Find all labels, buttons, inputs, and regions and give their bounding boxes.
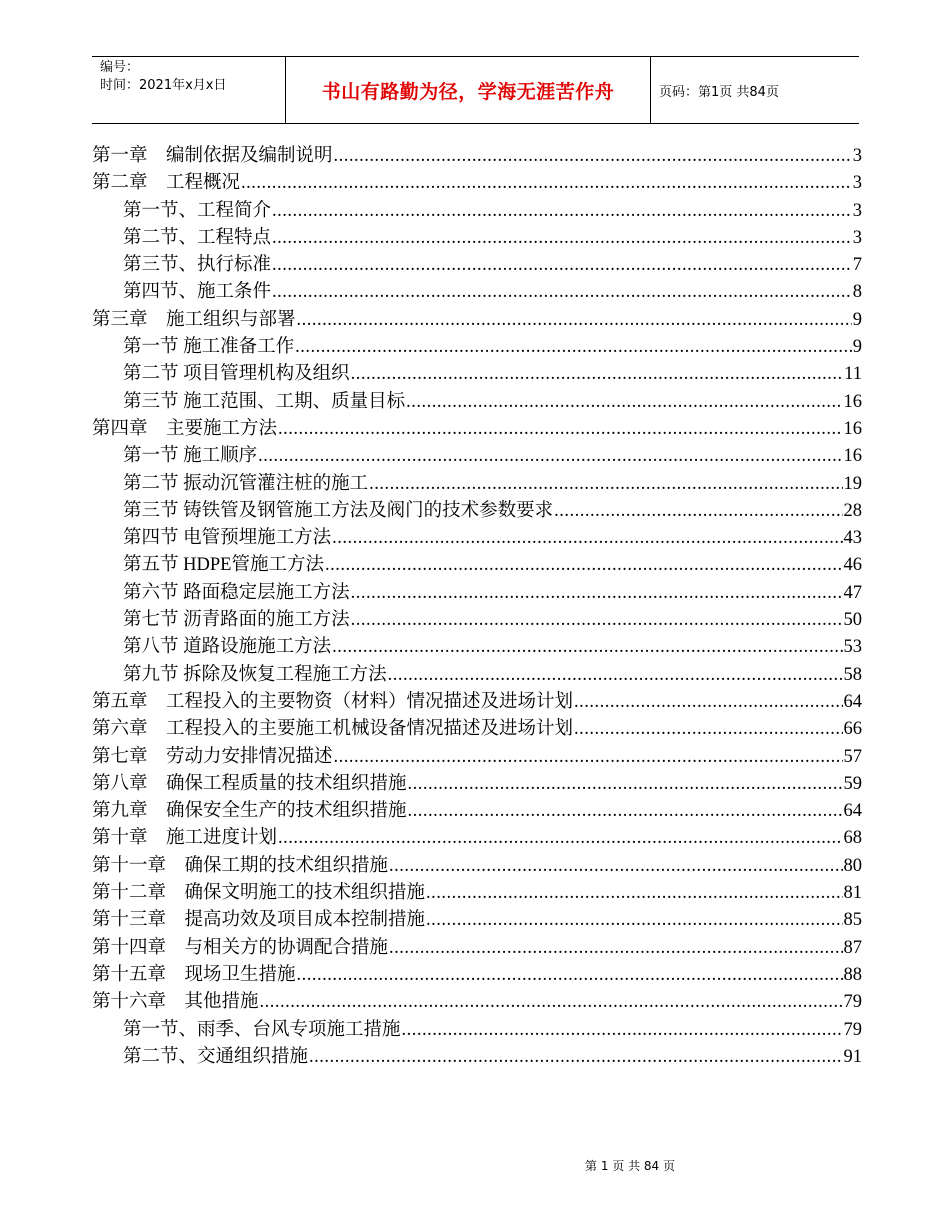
toc-leader-dots	[332, 525, 842, 552]
page-header	[92, 56, 859, 124]
toc-entry-title: 电管预埋施工方法	[183, 528, 332, 549]
toc-entry-title: HDPE管施工方法	[183, 555, 324, 576]
toc-entry-page: 47	[843, 582, 862, 603]
toc-entry-number: 第十二章	[92, 883, 167, 904]
toc-leader-dots	[351, 580, 843, 607]
toc-entry-page: 9	[852, 309, 862, 330]
toc-entry-title: 项目管理机构及组织	[183, 364, 350, 385]
toc-entry-title: 工程特点	[197, 227, 272, 248]
toc-entry[interactable]	[92, 389, 862, 416]
toc-entry[interactable]	[92, 143, 862, 170]
toc-entry-title: 施工准备工作	[183, 337, 295, 358]
toc-entry[interactable]	[92, 225, 862, 252]
toc-entry-title: 劳动力安排情况描述	[166, 746, 333, 767]
toc-entry-number: 第二节、	[123, 1046, 198, 1067]
toc-entry-title: 施工范围、工期、质量目标	[183, 391, 406, 412]
toc-entry-page: 43	[843, 528, 862, 549]
toc-leader-dots	[408, 771, 843, 798]
toc-entry[interactable]	[92, 1017, 862, 1044]
toc-entry-number: 第五节	[123, 555, 179, 576]
toc-entry-title: 其他措施	[184, 992, 259, 1013]
toc-entry-title: 施工进度计划	[166, 828, 278, 849]
toc-entry[interactable]	[92, 307, 862, 334]
toc-entry-page: 16	[843, 446, 862, 467]
toc-entry[interactable]	[92, 935, 862, 962]
toc-leader-dots	[297, 962, 843, 989]
page-footer: 第 1 页 共 84 页	[585, 1159, 675, 1173]
toc-entry[interactable]	[92, 853, 862, 880]
toc-entry-number: 第三节	[123, 500, 179, 521]
toc-entry-title: 现场卫生措施	[184, 964, 296, 985]
toc-entry-title: 工程简介	[197, 200, 272, 221]
toc-entry[interactable]	[92, 744, 862, 771]
toc-entry-title: 沥青路面的施工方法	[183, 610, 350, 631]
toc-entry-title: 编制依据及编制说明	[166, 146, 333, 166]
toc-entry[interactable]	[92, 279, 862, 306]
toc-leader-dots	[351, 361, 844, 388]
toc-entry-number: 第二节、	[123, 227, 198, 248]
toc-entry-number: 第七节	[123, 610, 179, 631]
toc-entry-title: 路面稳定层施工方法	[183, 582, 350, 603]
toc-entry-title: 确保工期的技术组织措施	[184, 855, 389, 876]
toc-entry[interactable]	[92, 907, 862, 934]
toc-entry-number: 第一节、	[123, 1019, 198, 1040]
toc-entry[interactable]	[92, 170, 862, 197]
toc-entry-number: 第三章	[92, 309, 148, 330]
toc-entry-page: 19	[843, 473, 862, 494]
toc-entry-title: 工程概况	[166, 173, 241, 194]
toc-entry-page: 28	[843, 500, 862, 521]
toc-entry-page: 57	[843, 746, 862, 767]
toc-leader-dots	[334, 143, 852, 170]
serial-number-label: 编号：	[100, 60, 140, 75]
toc-entry-page: 59	[843, 773, 862, 794]
toc-entry[interactable]	[92, 416, 862, 443]
table-of-contents	[92, 143, 862, 1071]
toc-entry[interactable]	[92, 716, 862, 743]
toc-entry[interactable]	[92, 607, 862, 634]
toc-leader-dots	[272, 252, 852, 279]
toc-leader-dots	[574, 689, 842, 716]
toc-entry[interactable]	[92, 334, 862, 361]
toc-entry-number: 第四节、	[123, 282, 198, 303]
toc-leader-dots	[272, 225, 852, 252]
toc-entry-number: 第十三章	[92, 910, 167, 931]
toc-leader-dots	[389, 935, 842, 962]
toc-entry[interactable]	[92, 471, 862, 498]
toc-entry-number: 第三节、	[123, 255, 198, 276]
toc-leader-dots	[402, 1017, 843, 1044]
toc-leader-dots	[351, 607, 843, 634]
toc-entry-title: 拆除及恢复工程施工方法	[183, 664, 387, 685]
toc-entry-number: 第一节	[123, 337, 179, 358]
toc-entry-number: 第二章	[92, 173, 148, 194]
toc-leader-dots	[278, 416, 842, 443]
toc-leader-dots	[272, 279, 852, 306]
toc-entry-number: 第四章	[92, 418, 148, 439]
toc-entry-title: 确保安全生产的技术组织措施	[166, 801, 407, 822]
toc-entry-number: 第二节	[123, 473, 179, 494]
toc-entry-page: 81	[843, 883, 862, 904]
toc-entry[interactable]	[92, 361, 862, 388]
toc-leader-dots	[297, 307, 852, 334]
toc-entry-title: 雨季、台风专项施工措施	[197, 1019, 401, 1040]
toc-entry-page: 53	[843, 637, 862, 658]
toc-entry[interactable]	[92, 198, 862, 225]
toc-leader-dots	[241, 170, 852, 197]
toc-entry[interactable]	[92, 443, 862, 470]
toc-entry-page: 9	[852, 337, 862, 358]
toc-entry-page: 50	[843, 610, 862, 631]
motto-text: 书山有路勤为径，学海无涯苦作舟	[321, 80, 615, 103]
toc-leader-dots	[574, 716, 842, 743]
toc-leader-dots	[325, 552, 843, 579]
toc-entry-page: 46	[843, 555, 862, 576]
toc-entry-title: 施工条件	[197, 282, 272, 303]
toc-entry-page: 3	[852, 200, 862, 221]
toc-entry-title: 工程投入的主要物资（材料）情况描述及进场计划	[166, 691, 574, 712]
toc-entry-page: 79	[843, 992, 862, 1013]
toc-leader-dots	[554, 498, 842, 525]
toc-leader-dots	[272, 198, 852, 225]
toc-entry-number: 第四节	[123, 528, 179, 549]
toc-entry-title: 铸铁管及钢管施工方法及阀门的技术参数要求	[183, 500, 554, 521]
toc-leader-dots	[406, 389, 842, 416]
toc-entry[interactable]	[92, 989, 862, 1016]
header-page-info: 页码：第1页 共84页	[659, 84, 779, 100]
toc-entry[interactable]	[92, 689, 862, 716]
toc-entry-number: 第十五章	[92, 964, 167, 985]
toc-entry-number: 第八节	[123, 637, 179, 658]
toc-entry-title: 主要施工方法	[166, 418, 278, 439]
toc-leader-dots	[369, 471, 842, 498]
toc-leader-dots	[389, 853, 842, 880]
toc-entry-title: 交通组织措施	[197, 1046, 309, 1067]
toc-leader-dots	[388, 662, 843, 689]
toc-entry-title: 提高功效及项目成本控制措施	[184, 910, 426, 931]
toc-entry[interactable]	[92, 498, 862, 525]
toc-entry-title: 施工顺序	[183, 446, 258, 467]
toc-entry[interactable]	[92, 962, 862, 989]
toc-leader-dots	[258, 443, 842, 470]
toc-leader-dots	[408, 798, 843, 825]
toc-entry-page: 68	[843, 828, 862, 849]
toc-entry-title: 确保文明施工的技术组织措施	[184, 883, 426, 904]
toc-entry[interactable]	[92, 771, 862, 798]
toc-entry-number: 第十六章	[92, 992, 167, 1013]
toc-leader-dots	[334, 744, 843, 771]
toc-entry[interactable]	[92, 525, 862, 552]
toc-entry[interactable]	[92, 552, 862, 579]
toc-entry-page: 16	[843, 391, 862, 412]
date-label: 时间：2021年x月x日	[100, 78, 227, 93]
toc-entry-number: 第七章	[92, 746, 148, 767]
toc-entry-number: 第六章	[92, 719, 148, 740]
toc-entry-title: 施工组织与部署	[166, 309, 296, 330]
toc-entry[interactable]	[92, 880, 862, 907]
toc-entry-page: 87	[843, 937, 862, 958]
toc-entry-page: 91	[843, 1046, 862, 1067]
toc-entry-number: 第八章	[92, 773, 148, 794]
toc-entry-number: 第三节	[123, 391, 179, 412]
toc-entry-number: 第五章	[92, 691, 148, 712]
toc-entry-number: 第九章	[92, 801, 148, 822]
toc-entry-page: 3	[852, 227, 862, 248]
toc-entry-page: 7	[852, 255, 862, 276]
toc-entry-page: 16	[843, 418, 862, 439]
toc-entry-title: 与相关方的协调配合措施	[184, 937, 389, 958]
toc-leader-dots	[278, 825, 842, 852]
toc-entry-page: 8	[852, 282, 862, 303]
toc-entry-number: 第一节	[123, 446, 179, 467]
toc-entry-page: 85	[843, 910, 862, 931]
toc-entry-number: 第九节	[123, 664, 179, 685]
toc-entry-page: 80	[843, 855, 862, 876]
toc-entry-page: 79	[843, 1019, 862, 1040]
toc-leader-dots	[309, 1044, 842, 1071]
toc-leader-dots	[426, 907, 842, 934]
toc-entry-title: 道路设施施工方法	[183, 637, 332, 658]
toc-entry-number: 第一章	[92, 146, 148, 166]
toc-entry-number: 第二节	[123, 364, 179, 385]
toc-entry-page: 3	[852, 146, 862, 166]
toc-entry-page: 58	[843, 664, 862, 685]
toc-entry[interactable]	[92, 580, 862, 607]
toc-entry[interactable]	[92, 825, 862, 852]
header-motto-cell	[285, 57, 651, 123]
toc-entry-page: 66	[843, 719, 862, 740]
toc-entry[interactable]	[92, 662, 862, 689]
toc-leader-dots	[295, 334, 852, 361]
toc-entry-number: 第十一章	[92, 855, 167, 876]
toc-entry-page: 88	[843, 964, 862, 985]
header-meta	[92, 57, 285, 123]
toc-entry-number: 第一节、	[123, 200, 198, 221]
toc-entry-page: 64	[843, 691, 862, 712]
toc-entry-page: 3	[852, 173, 862, 194]
toc-entry-title: 振动沉管灌注桩的施工	[183, 473, 369, 494]
toc-entry-page: 64	[843, 801, 862, 822]
toc-entry-number: 第十章	[92, 828, 148, 849]
header-page-cell	[650, 57, 859, 123]
toc-entry-title: 工程投入的主要施工机械设备情况描述及进场计划	[166, 719, 574, 740]
toc-entry-title: 确保工程质量的技术组织措施	[166, 773, 407, 794]
toc-entry[interactable]	[92, 252, 862, 279]
toc-entry[interactable]	[92, 634, 862, 661]
toc-entry[interactable]	[92, 1044, 862, 1071]
toc-entry-number: 第六节	[123, 582, 179, 603]
toc-entry[interactable]	[92, 798, 862, 825]
toc-leader-dots	[332, 634, 842, 661]
toc-entry-page: 11	[844, 364, 862, 385]
toc-leader-dots	[260, 989, 843, 1016]
toc-leader-dots	[426, 880, 842, 907]
toc-entry-title: 执行标准	[197, 255, 272, 276]
toc-entry-number: 第十四章	[92, 937, 167, 958]
